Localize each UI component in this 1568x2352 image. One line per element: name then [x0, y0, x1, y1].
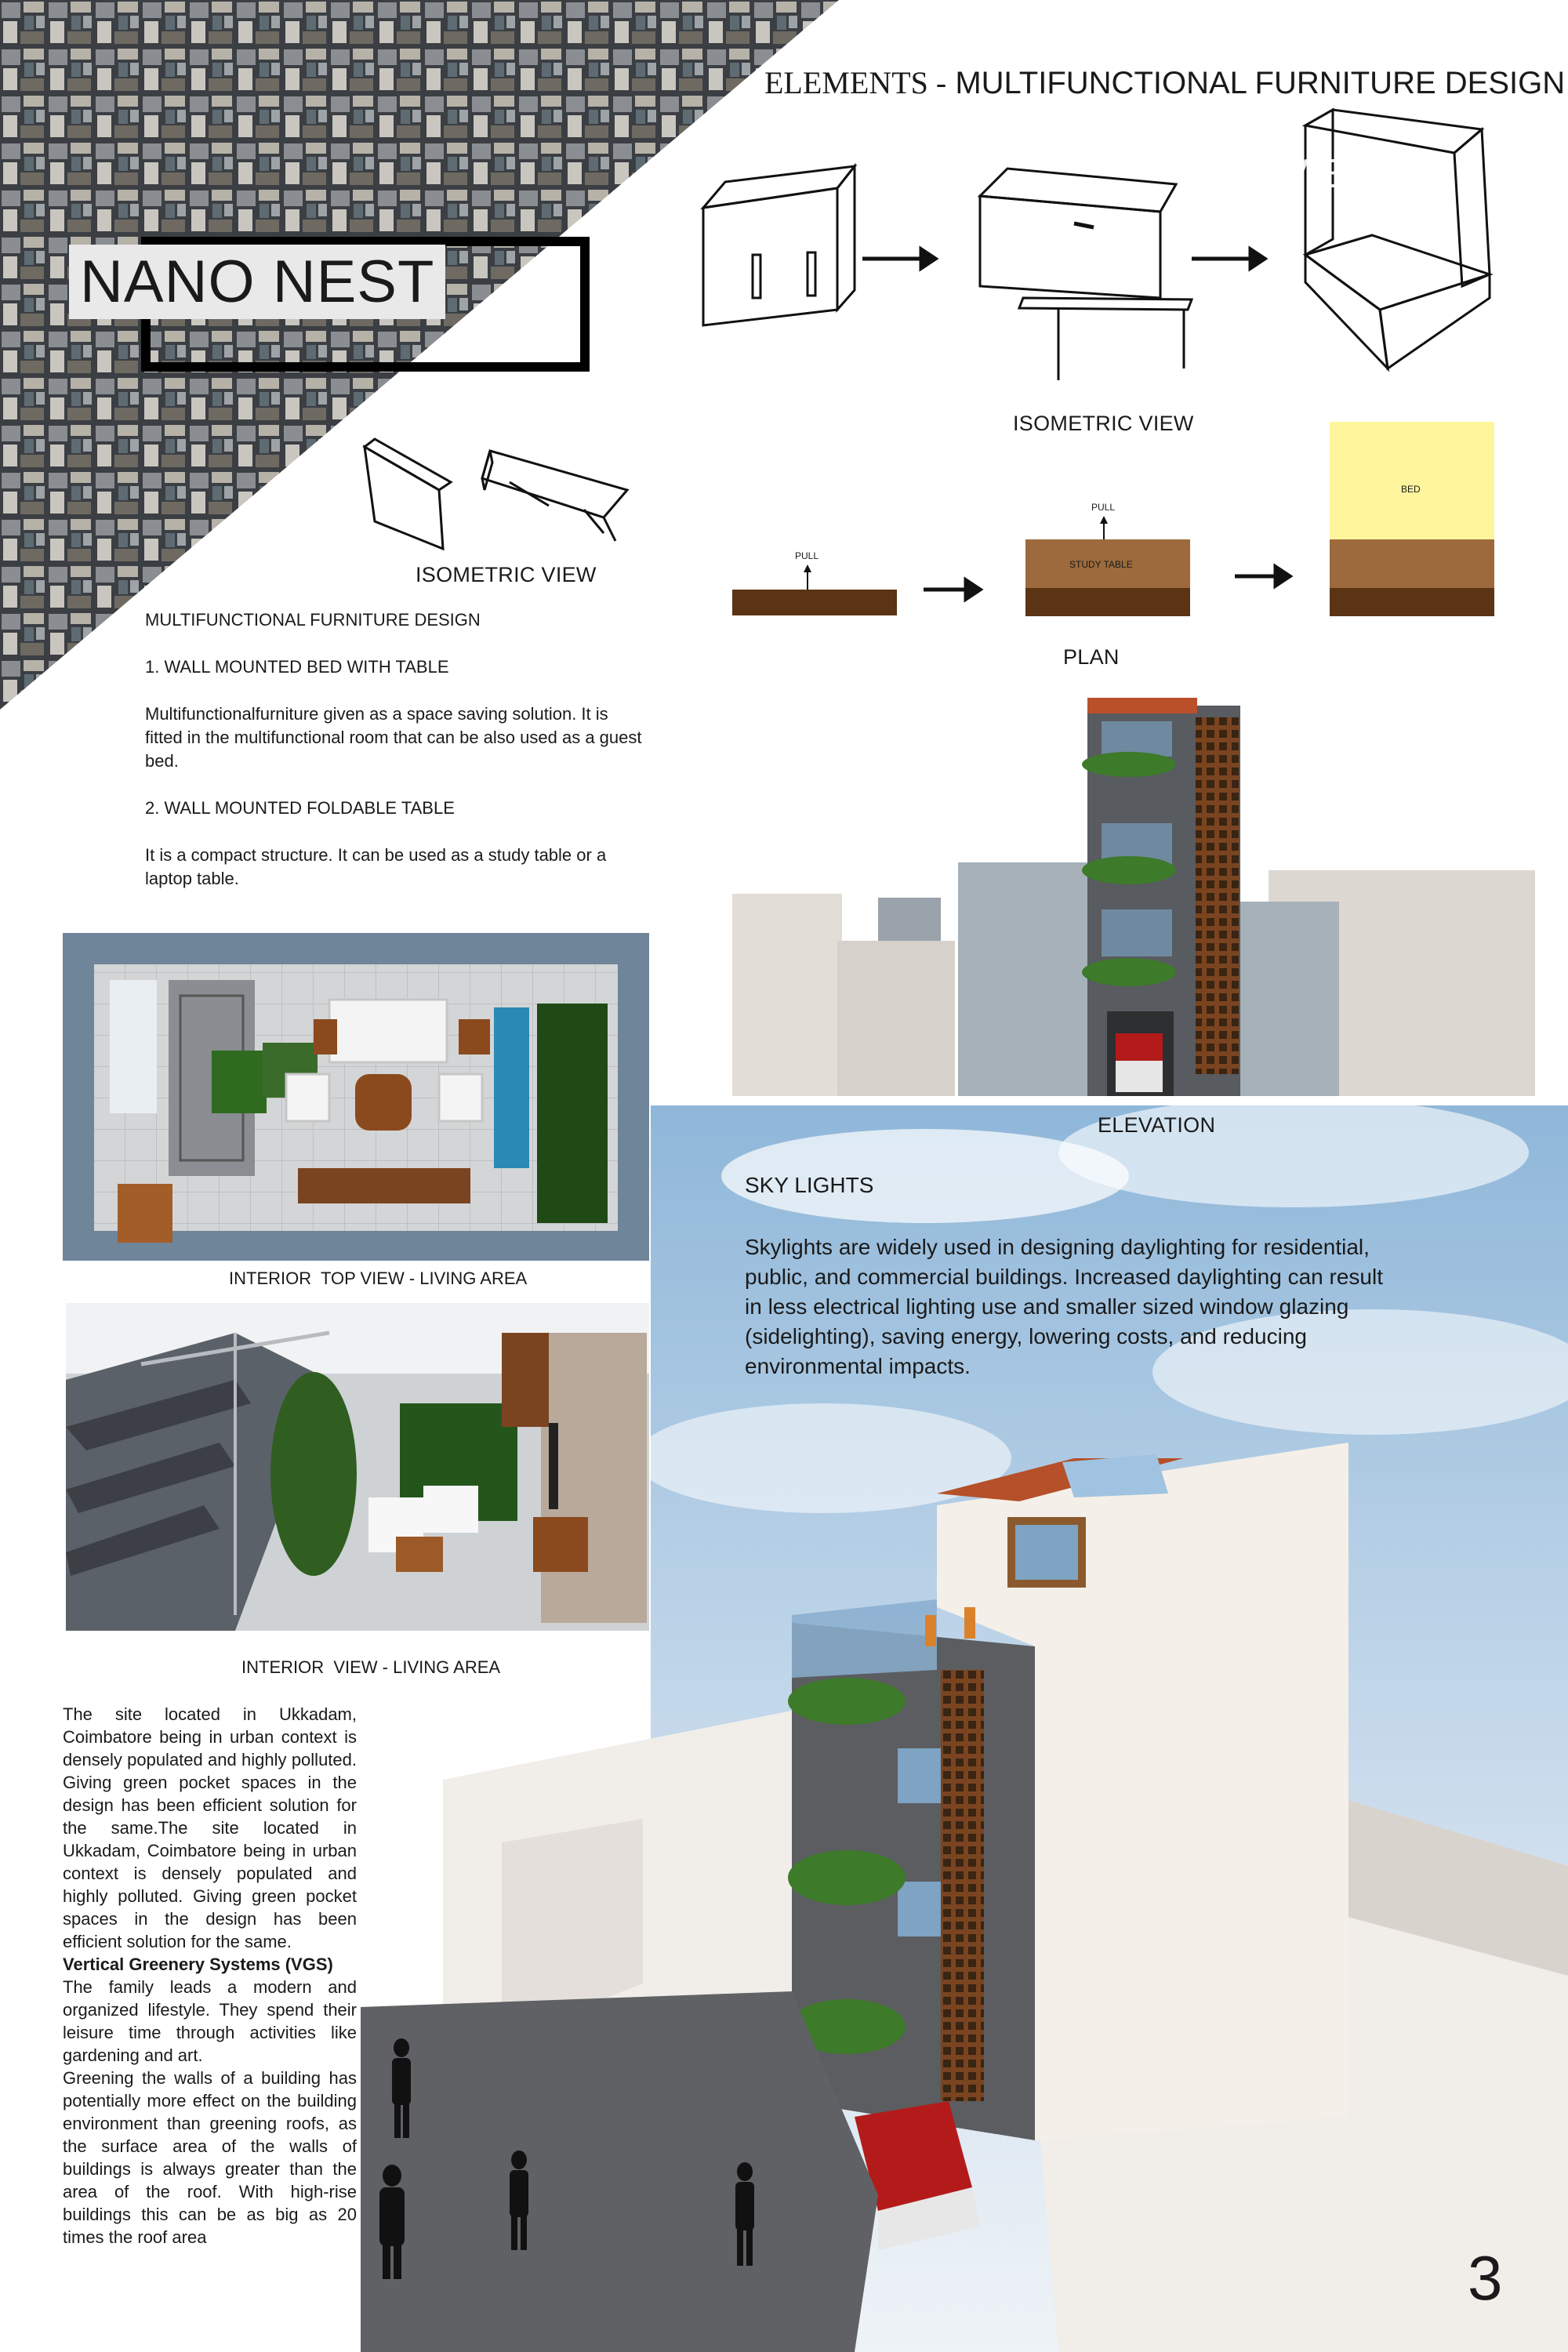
skylights-heading: SKY LIGHTS: [745, 1173, 874, 1197]
header-prefix: ELEMENTS -: [764, 65, 947, 100]
site-para-3: Greening the walls of a building has potentially more effect on the building environment than greening roofs, as the surface area of the walls of buildings is always greater than the area of the roof. With high-rise buildings this can be as big as 20 times the roof area: [63, 2068, 357, 2247]
isometric-view-label-top: ISOMETRIC VIEW: [1013, 412, 1194, 435]
foldable-table-sketch: [365, 439, 627, 549]
furniture-description: [145, 608, 647, 891]
brand-title: NANO NEST: [69, 245, 445, 319]
faded-views-label: VIEWS: [1282, 151, 1414, 197]
arrow-icon: [862, 249, 1265, 268]
pull-label: PULL: [795, 550, 819, 561]
furniture-heading: MULTIFUNCTIONAL FURNITURE DESIGN: [145, 610, 481, 630]
item2-body: It is a compact structure. It can be used as a study table or a laptop table.: [145, 845, 607, 888]
site-description: [63, 1703, 357, 2249]
study-table-label: STUDY TABLE: [1069, 559, 1133, 570]
isometric-sketch-table-open: [980, 169, 1192, 380]
city-aerial-image: [0, 0, 839, 710]
vgs-heading: Vertical Greenery Systems (VGS): [63, 1955, 333, 1974]
plan-diagram: [732, 422, 1494, 616]
pull-label: PULL: [1091, 502, 1116, 513]
isometric-sketch-closed: [703, 166, 855, 325]
elevation-caption: ELEVATION: [1098, 1113, 1216, 1137]
item2-title: 2. WALL MOUNTED FOLDABLE TABLE: [145, 798, 455, 818]
top-view-caption: INTERIOR TOP VIEW - LIVING AREA: [229, 1269, 528, 1288]
isometric-view-label-left: ISOMETRIC VIEW: [416, 563, 597, 586]
elevation-render: [732, 698, 1535, 1096]
skylights-body: Skylights are widely used in designing daylighting for residential, public, and commercial buildings. Increased daylighting can result in less electrical lighting use and smaller sized window glazing (sidelighting), saving energy, lowering costs, and reducing environmental impacts.: [745, 1235, 1383, 1378]
bed-label: BED: [1401, 484, 1421, 495]
isometric-sketch-bed-open: [1305, 110, 1490, 368]
plan-label: PLAN: [1063, 645, 1120, 669]
interior-view-caption: INTERIOR VIEW - LIVING AREA: [241, 1657, 501, 1677]
interior-top-view-render: [63, 933, 649, 1261]
page-header: [764, 64, 1565, 101]
site-para-1: The site located in Ukkadam, Coimbatore being in urban context is densely populated and highly polluted. Giving green pocket spaces in the design has been efficient solution for the same.The site located in Ukkadam, Coimbatore being in urban context is densely populated and highly polluted. Giving green pocket spaces in the design has been efficient solution for the same.: [63, 1704, 357, 1951]
item1-body: Multifunctionalfurniture given as a space saving solution. It is fitted in the multifunctional room that can be also used as a guest bed.: [145, 704, 642, 771]
site-para-2: The family leads a modern and organized lifestyle. They spend their leisure time through activities like gardening and art.: [63, 1977, 357, 2065]
interior-view-render: [66, 1303, 649, 1631]
header-title: MULTIFUNCTIONAL FURNITURE DESIGN: [955, 66, 1566, 100]
page-number: 3: [1468, 2243, 1503, 2313]
item1-title: 1. WALL MOUNTED BED WITH TABLE: [145, 657, 449, 677]
